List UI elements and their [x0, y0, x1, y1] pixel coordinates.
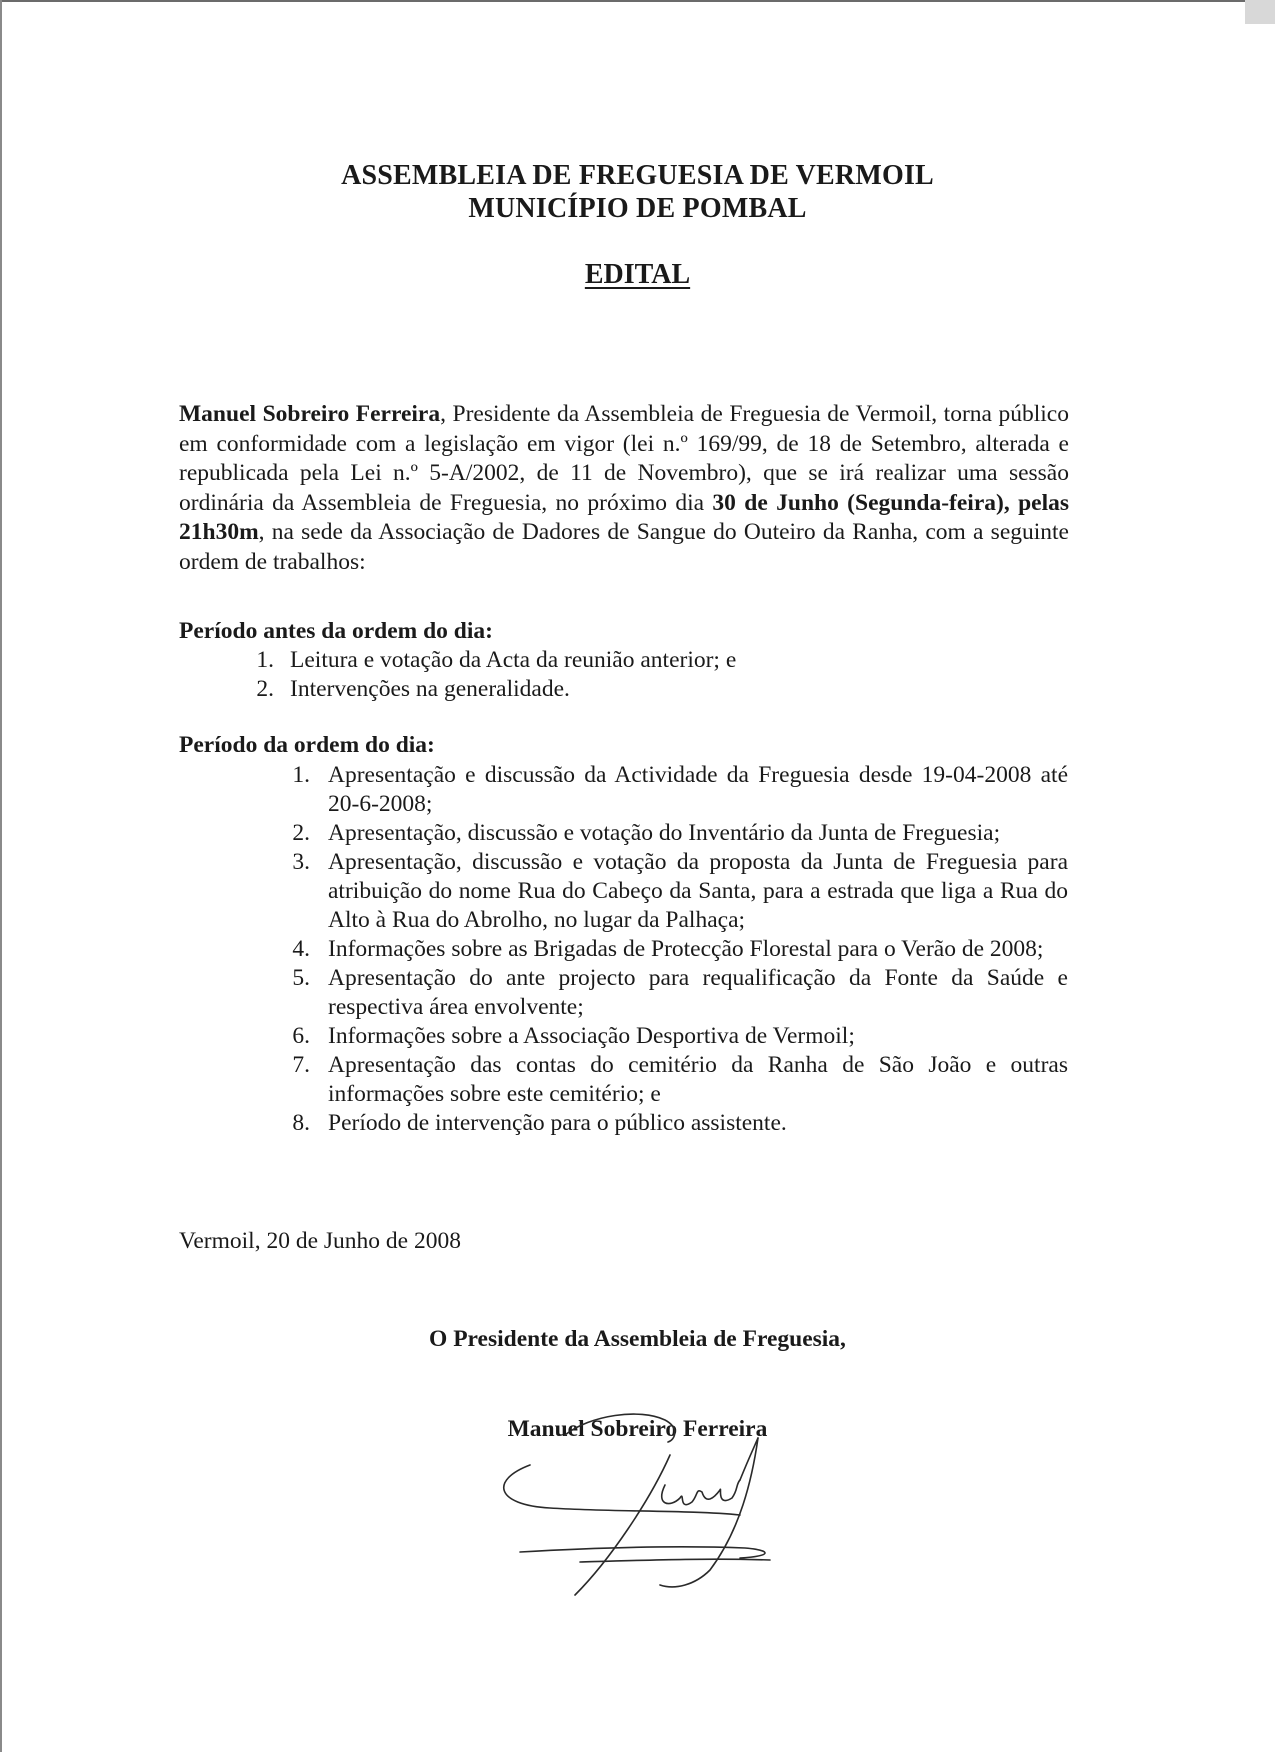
signature-stroke — [580, 1559, 770, 1562]
list-item-text: Informações sobre a Associação Desportiva de Vermoil; — [328, 1023, 855, 1049]
handwritten-signature — [470, 1380, 830, 1610]
list-item — [288, 964, 1068, 1022]
list-item-number: 6. — [292, 1023, 310, 1049]
list-item — [288, 1051, 1068, 1109]
header-assembly-name: ASSEMBLEIA DE FREGUESIA DE VERMOIL — [341, 160, 934, 191]
section-before-agenda-list — [252, 646, 952, 704]
list-item-number: 3. — [292, 849, 310, 875]
section-agenda-title: Período da ordem do dia: — [179, 732, 435, 758]
intro-paragraph — [179, 400, 1069, 577]
section-before-agenda-title: Período antes da ordem do dia: — [179, 618, 493, 644]
list-item-text: Informações sobre as Brigadas de Protecção Florestal para o Verão de 2008; — [328, 936, 1044, 962]
closing-place-date: Vermoil, 20 de Junho de 2008 — [179, 1228, 461, 1254]
signature-stroke — [662, 1480, 740, 1505]
signature-stroke — [575, 1455, 670, 1595]
list-item-text: Apresentação e discussão da Actividade da Freguesia desde 19-04-2008 até 20-6-2008; — [328, 762, 1068, 817]
list-item-number: 8. — [292, 1110, 310, 1136]
intro-text-part-a: , Presidente da Assembleia de Freguesia de Vermoil, torna público em conformidade com a legislação em vigor (lei n.º 169/99, de 18 de Setembro, alterada e republicada pela Lei n.º 5-A/2002, de 11 de Novembro), que se irá realizar uma sessão ordinária da Assembleia de Freguesia, no próximo dia — [179, 401, 1069, 516]
list-item — [288, 848, 1068, 935]
section-agenda-list — [288, 761, 1068, 1138]
list-item-text: Período de intervenção para o público assistente. — [328, 1110, 787, 1136]
edital-label: EDITAL — [584, 259, 691, 290]
signature-stroke — [504, 1465, 740, 1515]
signature-title: O Presidente da Assembleia de Freguesia, — [429, 1326, 846, 1352]
list-item-text: Apresentação do ante projecto para requalificação da Fonte da Saúde e respectiva área envolvente; — [328, 965, 1068, 1020]
list-item-text: Apresentação das contas do cemitério da Ranha de São João e outras informações sobre este cemitério; e — [328, 1052, 1068, 1107]
list-item-number: 1. — [256, 647, 274, 673]
scan-corner-mark — [1245, 0, 1275, 24]
list-item-number: 7. — [292, 1052, 310, 1078]
list-item-text: Apresentação, discussão e votação da proposta da Junta de Freguesia para atribuição do nome Rua do Cabeço da Santa, para a estrada que liga a Rua do Alto à Rua do Abrolho, no lugar da Palhaça; — [328, 849, 1068, 933]
header-municipality: MUNICÍPIO DE POMBAL — [468, 193, 807, 224]
list-item — [252, 646, 952, 675]
list-item-number: 5. — [292, 965, 310, 991]
list-item-text: Apresentação, discussão e votação do Inventário da Junta de Freguesia; — [328, 820, 1001, 846]
list-item — [252, 675, 952, 704]
list-item — [288, 761, 1068, 819]
intro-meeting-datetime: 30 de Junho (Segunda-feira), pelas 21h30m — [179, 489, 1069, 545]
signer-name: Manuel Sobreiro Ferreira — [507, 1416, 768, 1442]
list-item — [288, 1109, 1068, 1138]
list-item-text: Leitura e votação da Acta da reunião anterior; e — [290, 647, 737, 673]
intro-text-part-b: , na sede da Associação de Dadores de Sangue do Outeiro da Ranha, com a seguinte ordem de trabalhos: — [179, 519, 1069, 575]
list-item-number: 2. — [256, 676, 274, 702]
list-item-number: 1. — [292, 762, 310, 788]
list-item-number: 2. — [292, 820, 310, 846]
scan-top-edge — [0, 0, 1250, 2]
list-item-text: Intervenções na generalidade. — [290, 676, 570, 702]
intro-president-name: Manuel Sobreiro Ferreira — [179, 401, 441, 427]
list-item — [288, 935, 1068, 964]
list-item-number: 4. — [292, 936, 310, 962]
signature-stroke — [565, 1414, 675, 1442]
list-item — [288, 1022, 1068, 1051]
document-type-title — [0, 259, 1275, 291]
list-item — [288, 819, 1068, 848]
signature-stroke — [520, 1547, 765, 1558]
